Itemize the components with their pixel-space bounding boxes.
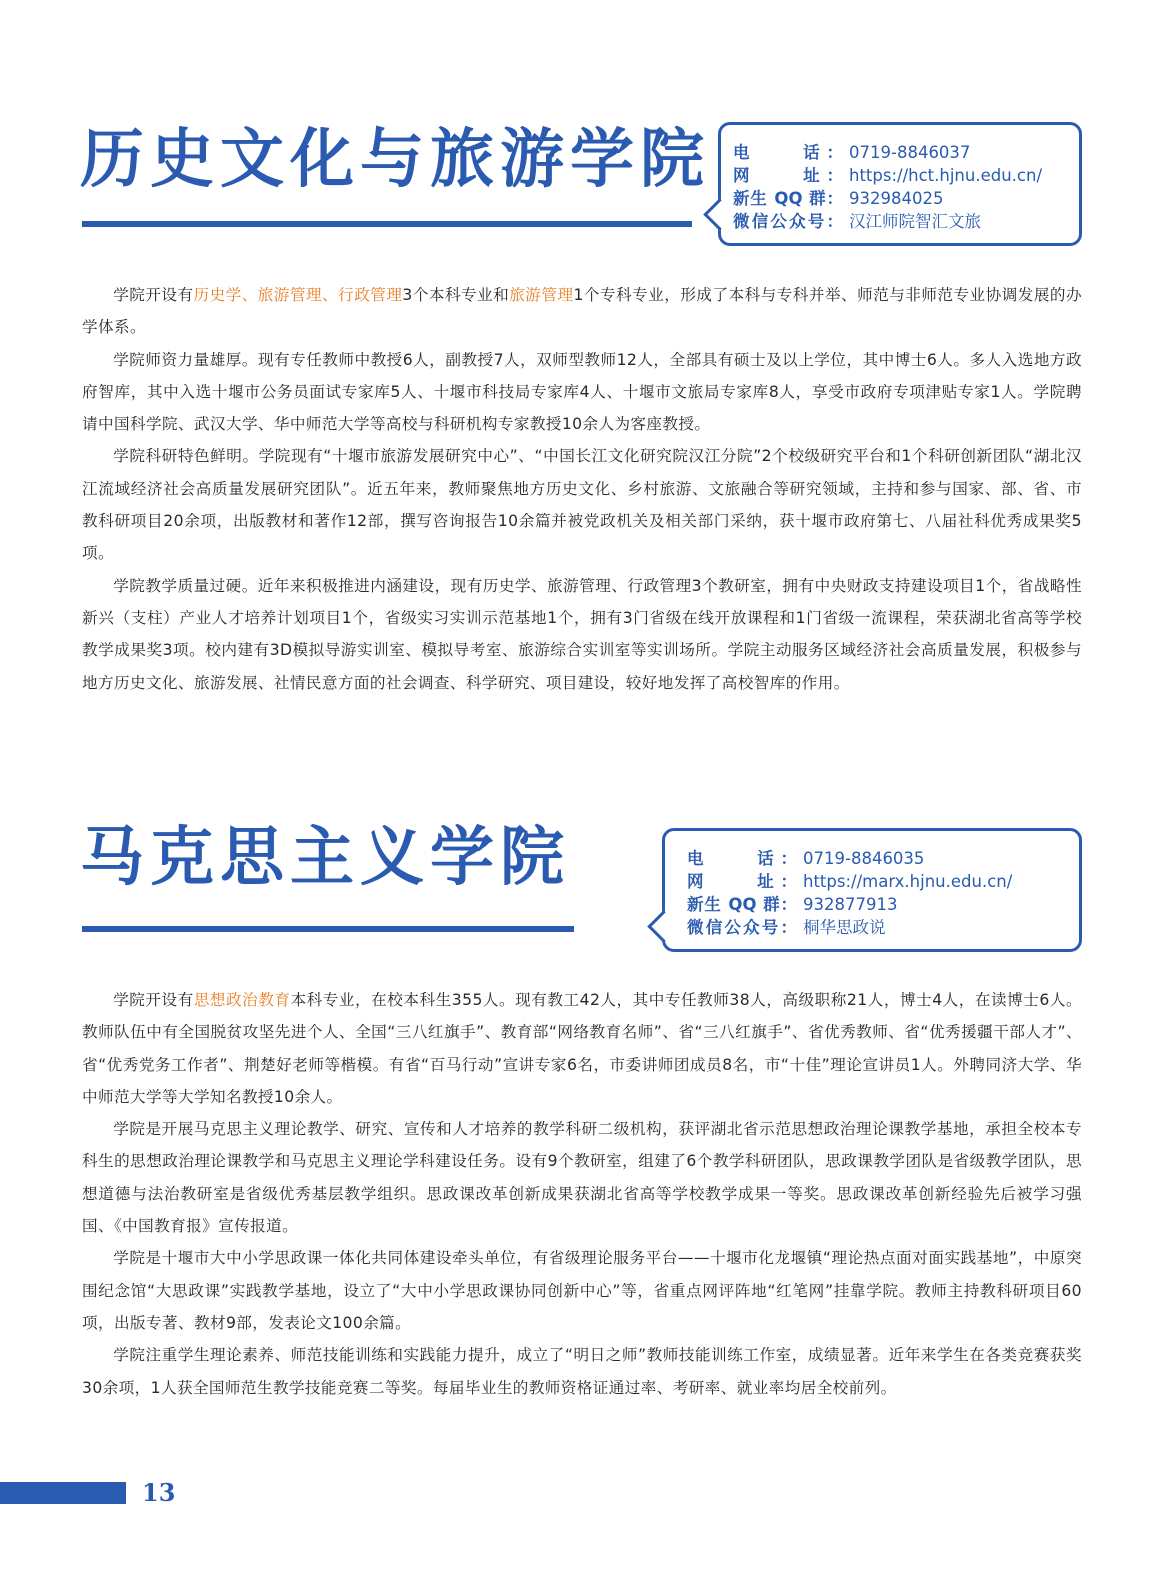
section-2-body <box>82 984 1082 1404</box>
section-2-paragraph: 学院注重学生理论素养、师范技能训练和实践能力提升，成立了“明日之师”教师技能训练工作室，成绩显著。近年来学生在各类竞赛获奖30余项，1人获全国师范生教学技能竞赛二等奖。每届毕业生的教师资格证通过率、考研率、就业率均居全校前列。 <box>82 1346 1082 1397</box>
section-1-paragraph: 学院开设有历史学、旅游管理、行政管理3个本科专业和旅游管理1个专科专业，形成了本科与专科并举、师范与非师范专业协调发展的办学体系。 <box>82 286 1082 337</box>
section-1-website-link[interactable]: https://hct.hjnu.edu.cn/ <box>849 166 1043 185</box>
section-2-contact-box <box>662 828 1082 952</box>
page-number: 13 <box>142 1478 176 1507</box>
section-1-title-underline <box>82 221 692 227</box>
section-2-title-underline <box>82 926 574 932</box>
section-2-website-link[interactable]: https://marx.hjnu.edu.cn/ <box>803 872 1013 891</box>
section-1-body <box>82 279 1082 699</box>
section-2-paragraph: 学院是十堰市大中小学思政课一体化共同体建设牵头单位，有省级理论服务平台——十堰市化龙堰镇“理论热点面对面实践基地”，中原突围纪念馆“大思政课”实践教学基地，设立了“大中小学思政课协同创新中心”等，省重点网评阵地“红笔网”挂靠学院。教师主持教科研项目60项，出版专著、教材9部，发表论文100余篇。 <box>82 1249 1082 1332</box>
page-number-strip <box>0 1482 126 1504</box>
section-1-contact-qq: 新生 QQ 群： 932984025 <box>733 189 944 208</box>
section-2-paragraph: 学院开设有思想政治教育本科专业，在校本科生355人。现有教工42人，其中专任教师38人，高级职称21人，博士4人，在读博士6人。教师队伍中有全国脱贫攻坚先进个人、全国“三八红旗手”、教育部“网络教育名师”、省“三八红旗手”、省优秀教师、省“优秀援疆干部人才”、省“优秀党务工作者”、荆楚好老师等楷模。有省“百马行动”宣讲专家6名，市委讲师团成员8名，市“十佳”理论宣讲员1人。外聘同济大学、华中师范大学等大学知名教授10余人。 <box>82 991 1082 1106</box>
section-1-title: 历史文化与旅游学院 <box>80 123 710 197</box>
section-2-paragraph: 学院是开展马克思主义理论教学、研究、宣传和人才培养的教学科研二级机构，获评湖北省示范思想政治理论课教学基地，承担全校本专科生的思想政治理论课教学和马克思主义理论学科建设任务。设有9个教研室，组建了6个教学科研团队，思政课教学团队是省级教学团队，思想道德与法治教研室是省级优秀基层教学组织。思政课改革创新成果获湖北省高等学校教学成果一等奖。思政课改革创新经验先后被学习强国、《中国教育报》宣传报道。 <box>82 1120 1082 1236</box>
section-2-contact-qq: 新生 QQ 群： 932877913 <box>687 895 898 914</box>
section-2-contact-wechat: 微信公众号： 桐华思政说 <box>687 918 886 937</box>
section-2-title: 马克思主义学院 <box>80 821 570 895</box>
section-1-contact-wechat: 微信公众号： 汉江师院智汇文旅 <box>733 212 981 231</box>
section-1-contact-phone: 电 话： 0719-8846037 <box>733 143 971 162</box>
section-2-contact-phone: 电 话： 0719-8846035 <box>687 849 925 868</box>
section-2-contact-website: 网 址： https://marx.hjnu.edu.cn/ <box>687 872 1013 891</box>
section-1-paragraph: 学院科研特色鲜明。学院现有“十堰市旅游发展研究中心”、“中国长江文化研究院汉江分院”2个校级研究平台和1个科研创新团队“湖北汉江流域经济社会高质量发展研究团队”。近五年来，教师聚焦地方历史文化、乡村旅游、文旅融合等研究领域，主持和参与国家、部、省、市教科研项目20余项，出版教材和著作12部，撰写咨询报告10余篇并被党政机关及相关部门采纳，获十堰市政府第七、八届社科优秀成果奖5项。 <box>82 447 1082 563</box>
section-1-contact-box <box>718 122 1082 246</box>
section-1-paragraph: 学院师资力量雄厚。现有专任教师中教授6人，副教授7人，双师型教师12人，全部具有硕士及以上学位，其中博士6人。多人入选地方政府智库，其中入选十堰市公务员面试专家库5人、十堰市科技局专家库4人、十堰市文旅局专家库8人，享受市政府专项津贴专家1人。学院聘请中国科学院、武汉大学、华中师范大学等高校与科研机构专家教授10余人为客座教授。 <box>82 350 1082 434</box>
section-1-contact-website: 网 址： https://hct.hjnu.edu.cn/ <box>733 166 1043 185</box>
section-1-paragraph: 学院教学质量过硬。近年来积极推进内涵建设，现有历史学、旅游管理、行政管理3个教研室，拥有中央财政支持建设项目1个，省战略性新兴（支柱）产业人才培养计划项目1个，省级实习实训示范基地1个，拥有3门省级在线开放课程和1门省级一流课程，荣获湖北省高等学校教学成果奖3项。校内建有3D模拟导游实训室、模拟导考室、旅游综合实训室等实训场所。学院主动服务区域经济社会高质量发展，积极参与地方历史文化、旅游发展、社情民意方面的社会调查、科学研究、项目建设，较好地发挥了高校智库的作用。 <box>82 576 1082 692</box>
